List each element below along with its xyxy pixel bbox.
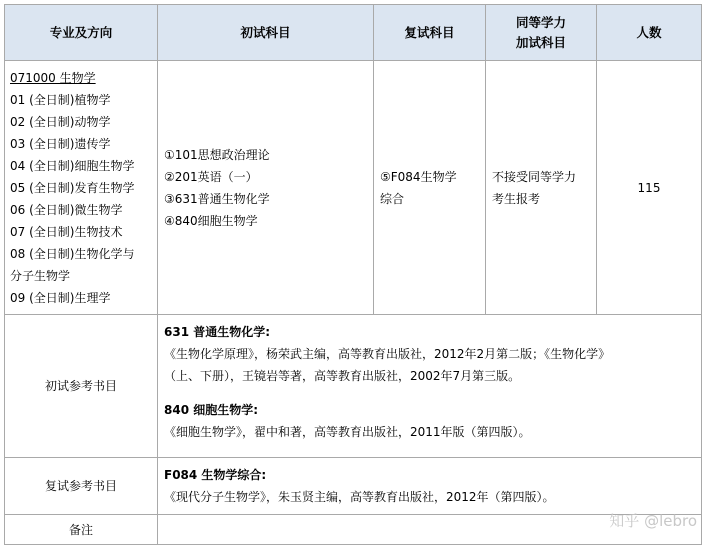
direction-item: 02 (全日制)动物学 xyxy=(10,114,111,129)
book1-title: 631 普通生物化学: xyxy=(164,325,271,339)
retest-line: ⑤F084生物学 xyxy=(380,169,457,184)
retest-book-title: F084 生物学综合: xyxy=(164,468,267,482)
header-major: 专业及方向 xyxy=(5,5,158,61)
major-cell xyxy=(5,61,158,315)
direction-item: 05 (全日制)发育生物学 xyxy=(10,180,135,195)
subject-item: ③631普通生物化学 xyxy=(164,191,270,206)
header-row xyxy=(5,5,702,61)
direction-item: 06 (全日制)微生物学 xyxy=(10,202,123,217)
direction-item: 03 (全日制)遗传学 xyxy=(10,136,111,151)
retest-subjects-cell xyxy=(374,61,486,315)
header-equivalent-line2: 加试科目 xyxy=(515,34,566,50)
retest-refs-row xyxy=(5,458,702,515)
header-retest-subjects: 复试科目 xyxy=(374,5,486,61)
subject-item: ②201英语（一） xyxy=(164,169,258,184)
initial-refs-row xyxy=(5,315,702,458)
header-count: 人数 xyxy=(597,5,702,61)
watermark: 知乎 @lebro xyxy=(609,512,697,530)
subject-item: ④840细胞生物学 xyxy=(164,213,258,228)
notes-label: 备注 xyxy=(5,515,158,545)
header-equivalent xyxy=(486,5,597,61)
retest-refs-label: 复试参考书目 xyxy=(5,458,158,515)
direction-item: 01 (全日制)植物学 xyxy=(10,92,111,107)
count-cell: 115 xyxy=(597,61,702,315)
spacer xyxy=(164,387,695,399)
book2-line: 《细胞生物学》，翟中和著，高等教育出版社，2011年版（第四版）。 xyxy=(164,425,531,439)
book1-line: 《生物化学原理》，杨荣武主编，高等教育出版社，2012年2月第二版；《生物化学》 xyxy=(164,347,611,361)
notes-row xyxy=(5,515,702,545)
direction-item: 04 (全日制)细胞生物学 xyxy=(10,158,135,173)
retest-line: 综合 xyxy=(380,191,405,206)
direction-item: 07 (全日制)生物技术 xyxy=(10,224,123,239)
header-initial-subjects: 初试科目 xyxy=(158,5,374,61)
direction-item: 08 (全日制)生物化学与 xyxy=(10,246,135,261)
program-row xyxy=(5,61,702,315)
book2-title: 840 细胞生物学: xyxy=(164,403,259,417)
equivalent-cell xyxy=(486,61,597,315)
equivalent-line: 考生报考 xyxy=(492,191,541,206)
book1-line: （上、下册），王镜岩等著，高等教育出版社，2002年7月第三版。 xyxy=(164,369,521,383)
initial-refs-cell xyxy=(158,315,702,458)
subject-item: ①101思想政治理论 xyxy=(164,147,270,162)
initial-refs-label: 初试参考书目 xyxy=(5,315,158,458)
retest-book-line: 《现代分子生物学》，朱玉贤主编，高等教育出版社，2012年（第四版）。 xyxy=(164,490,555,504)
retest-refs-cell xyxy=(158,458,702,515)
admissions-table xyxy=(4,4,702,545)
direction-item: 09 (全日制)生理学 xyxy=(10,290,111,305)
major-code: 071000 生物学 xyxy=(10,70,96,85)
direction-item: 分子生物学 xyxy=(10,268,71,283)
header-equivalent-line1: 同等学力 xyxy=(515,14,566,30)
equivalent-line: 不接受同等学力 xyxy=(492,169,577,184)
initial-subjects-cell xyxy=(158,61,374,315)
